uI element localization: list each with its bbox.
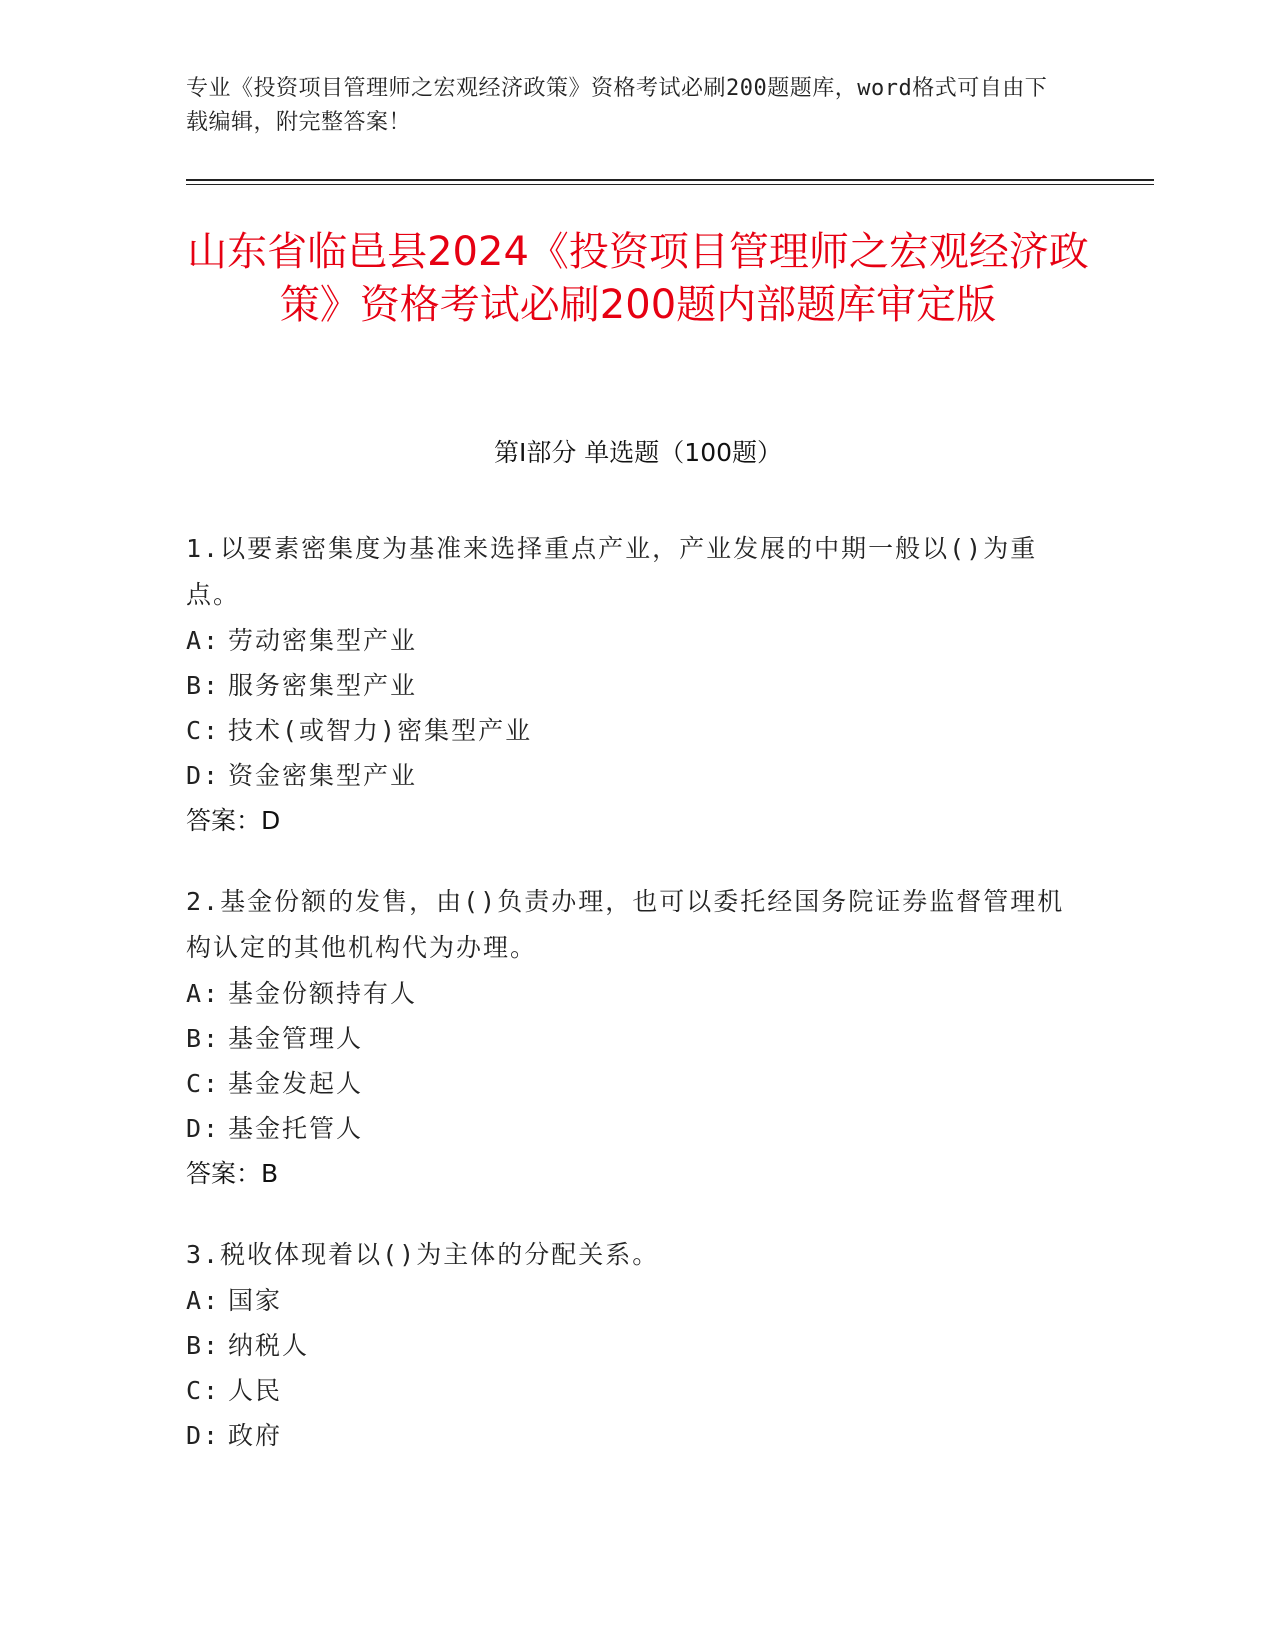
option-key: A: bbox=[186, 626, 221, 655]
question-item bbox=[186, 1232, 1066, 1458]
question-stem: 3.税收体现着以()为主体的分配关系。 bbox=[186, 1240, 660, 1269]
question-option bbox=[186, 618, 1066, 663]
question-option bbox=[186, 1368, 1066, 1413]
option-key: A: bbox=[186, 1286, 221, 1315]
option-key: B: bbox=[186, 1331, 221, 1360]
option-text: 基金管理人 bbox=[228, 1024, 364, 1053]
option-key: D: bbox=[186, 1421, 221, 1450]
question-option bbox=[186, 1323, 1066, 1368]
question-option bbox=[186, 1106, 1066, 1151]
option-key: C: bbox=[186, 1069, 221, 1098]
option-text: 资金密集型产业 bbox=[228, 761, 418, 790]
option-text: 国家 bbox=[228, 1286, 283, 1315]
question-option bbox=[186, 753, 1066, 798]
question-option bbox=[186, 1413, 1066, 1458]
question-stem: 1.以要素密集度为基准来选择重点产业，产业发展的中期一般以()为重点。 bbox=[186, 534, 1038, 609]
option-text: 服务密集型产业 bbox=[228, 671, 418, 700]
option-text: 人民 bbox=[228, 1376, 283, 1405]
option-text: 纳税人 bbox=[228, 1331, 310, 1360]
option-key: B: bbox=[186, 1024, 221, 1053]
question-item bbox=[186, 879, 1066, 1196]
document-title: 山东省临邑县2024《投资项目管理师之宏观经济政策》资格考试必刷200题内部题库审定版 bbox=[187, 229, 1089, 328]
option-key: C: bbox=[186, 1376, 221, 1405]
header-divider-thin bbox=[186, 184, 1154, 185]
question-option bbox=[186, 1278, 1066, 1323]
question-answer: 答案：B bbox=[186, 1159, 279, 1188]
question-option bbox=[186, 1061, 1066, 1106]
option-key: C: bbox=[186, 716, 221, 745]
header-divider-thick bbox=[186, 179, 1154, 181]
header-note: 专业《投资项目管理师之宏观经济政策》资格考试必刷200题题库，word格式可自由下载编辑，附完整答案！ bbox=[186, 76, 1048, 135]
question-item bbox=[186, 526, 1066, 843]
section-title: 第Ⅰ部分 单选题（100题） bbox=[493, 438, 783, 467]
question-list bbox=[186, 526, 1066, 1494]
option-key: D: bbox=[186, 1114, 221, 1143]
question-stem: 2.基金份额的发售，由()负责办理，也可以委托经国务院证券监督管理机构认定的其他机构代为办理。 bbox=[186, 887, 1065, 962]
option-key: B: bbox=[186, 671, 221, 700]
question-option bbox=[186, 1016, 1066, 1061]
option-text: 政府 bbox=[228, 1421, 283, 1450]
option-text: 基金份额持有人 bbox=[228, 979, 418, 1008]
option-text: 劳动密集型产业 bbox=[228, 626, 418, 655]
option-text: 基金托管人 bbox=[228, 1114, 364, 1143]
question-answer: 答案：D bbox=[186, 806, 281, 835]
option-text: 技术(或智力)密集型产业 bbox=[228, 716, 533, 745]
question-option bbox=[186, 663, 1066, 708]
option-text: 基金发起人 bbox=[228, 1069, 364, 1098]
option-key: A: bbox=[186, 979, 221, 1008]
option-key: D: bbox=[186, 761, 221, 790]
question-option bbox=[186, 708, 1066, 753]
question-option bbox=[186, 971, 1066, 1016]
